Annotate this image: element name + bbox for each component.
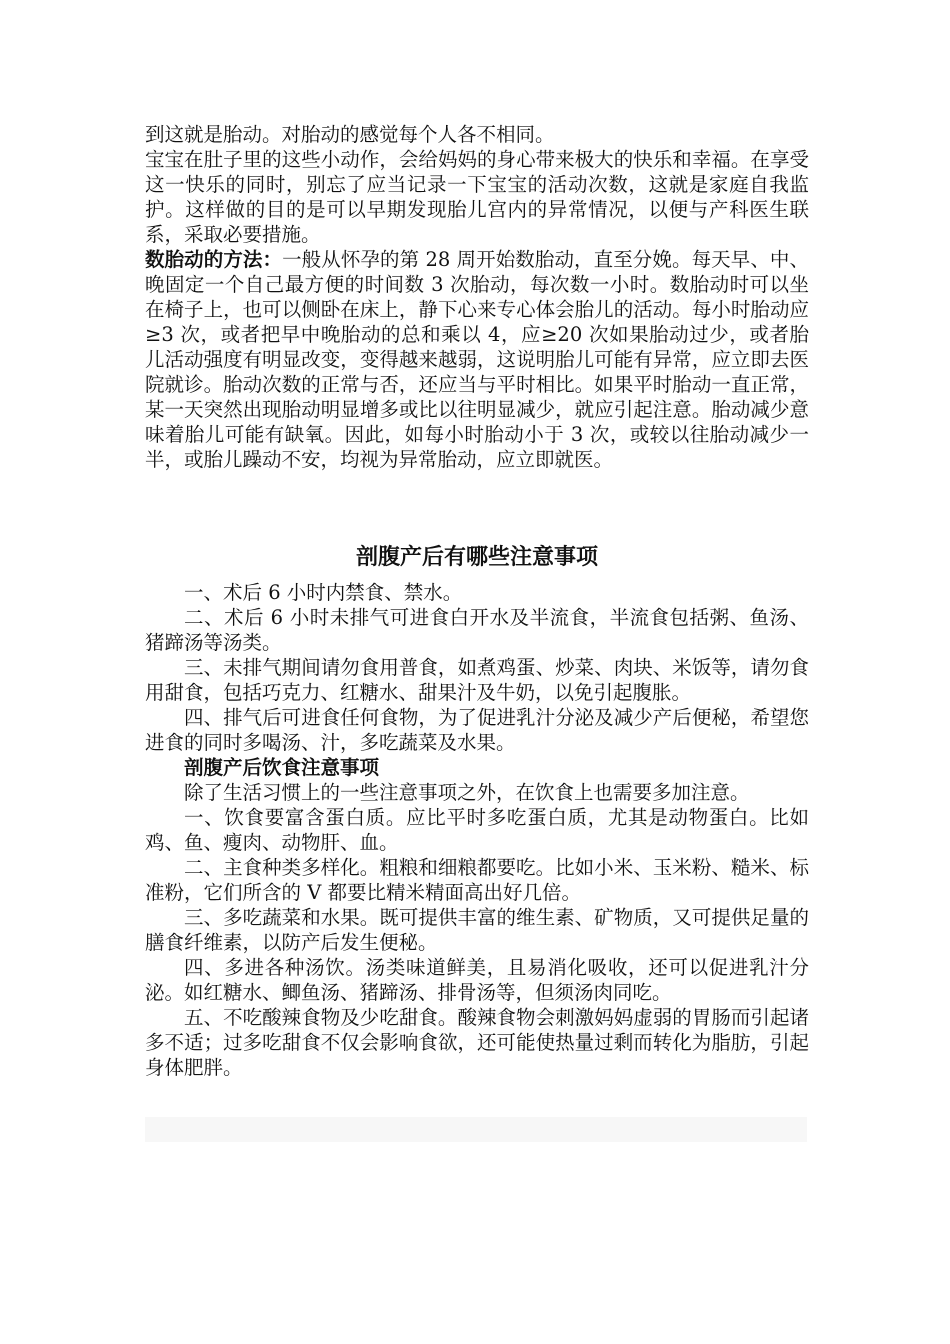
counting-method-text: 一般从怀孕的第 28 周开始数胎动，直至分娩。每天早、中、晚固定一个自己最方便的时间数 3 次胎动，每次数一小时。数胎动时可以坐在椅子上，也可以侧卧在床上，静下心来专心体会胎儿的活动。每小时胎动应≥3 次，或者把早中晚胎动的总和乘以 4，应≥20 次如果胎动过少，或者胎儿活动强度有明显改变，变得越来越弱，这说明胎儿可能有异常，应立即去医院就诊。胎动次数的正常与否，还应当与平时相比。如果平时胎动一直正常，某一天突然出现胎动明显增多或比以往明显减少，就应引起注意。胎动减少意味着胎儿可能有缺氧。因此，如每小时胎动小于 3 次，或较以往胎动减少一半，或胎儿躁动不安，均视为异常胎动，应立即就医。 <box>145 248 809 471</box>
list-item: 四、多进各种汤饮。汤类味道鲜美，且易消化吸收，还可以促进乳汁分泌。如红糖水、鲫鱼汤、猪蹄汤、排骨汤等，但须汤肉同吃。 <box>145 956 809 1004</box>
list-item: 三、多吃蔬菜和水果。既可提供丰富的维生素、矿物质，又可提供足量的膳食纤维素，以防产后发生便秘。 <box>145 906 809 954</box>
list-item: 一、术后 6 小时内禁食、禁水。 <box>184 581 463 604</box>
list-item: 三、未排气期间请勿食用普食，如煮鸡蛋、炒菜、肉块、米饭等，请勿食用甜食，包括巧克力、红糖水、甜果汁及牛奶，以免引起腹胀。 <box>145 656 809 704</box>
list-item: 五、不吃酸辣食物及少吃甜食。酸辣食物会刺激妈妈虚弱的胃肠而引起诸多不适；过多吃甜食不仅会影响食欲，还可能使热量过剩而转化为脂肪，引起身体肥胖。 <box>145 1006 809 1079</box>
diet-intro-paragraph: 除了生活习惯上的一些注意事项之外，在饮食上也需要多加注意。 <box>184 781 750 804</box>
footer-bar <box>145 1117 807 1142</box>
paragraph-fetal-movement-feeling: 到这就是胎动。对胎动的感觉每个人各不相同。 <box>145 123 555 146</box>
list-item: 一、饮食要富含蛋白质。应比平时多吃蛋白质，尤其是动物蛋白。比如鸡、鱼、瘦肉、动物肝、血。 <box>145 806 809 854</box>
paragraph-home-monitoring: 宝宝在肚子里的这些小动作，会给妈妈的身心带来极大的快乐和幸福。在享受这一快乐的同时，别忘了应当记录一下宝宝的活动次数，这就是家庭自我监护。这样做的目的是可以早期发现胎儿宫内的异常情况，以便与产科医生联系，采取必要措施。 <box>145 148 809 246</box>
list-item: 二、术后 6 小时未排气可进食白开水及半流食，半流食包括粥、鱼汤、猪蹄汤等汤类。 <box>145 606 809 654</box>
list-item: 四、排气后可进食任何食物，为了促进乳汁分泌及减少产后便秘，希望您进食的同时多喝汤、汁，多吃蔬菜及水果。 <box>145 706 809 754</box>
document-page <box>145 122 809 1080</box>
section-title-c-section-notes: 剖腹产后有哪些注意事项 <box>355 544 598 570</box>
counting-method-label: 数胎动的方法： <box>145 248 283 271</box>
list-item: 二、主食种类多样化。粗粮和细粮都要吃。比如小米、玉米粉、糙米、标准粉，它们所含的 V 都要比精米精面高出好几倍。 <box>145 856 809 904</box>
paragraph-counting-method <box>145 247 809 472</box>
subsection-title-diet-notes: 剖腹产后饮食注意事项 <box>184 756 380 779</box>
